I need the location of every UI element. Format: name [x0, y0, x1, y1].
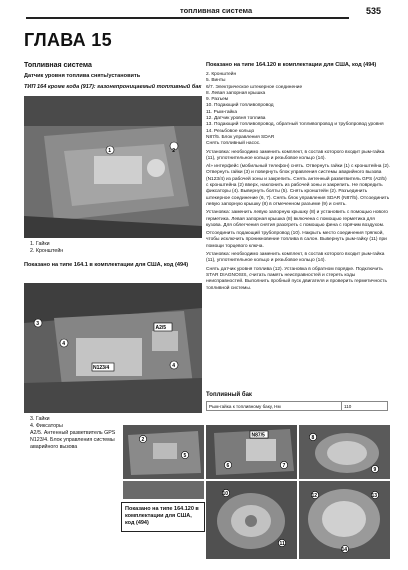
svg-text:12: 12 — [311, 492, 318, 499]
svg-text:N123/4: N123/4 — [93, 365, 110, 371]
paragraph: Установка: заменить левую запорную крышку (8) и установить с помощью нового герметика. Левая запорная крышка (8) включена с помощью герметика для кузова. Для облегчения снятия разогреть с помощью фена с горячим воздухом. — [206, 210, 388, 228]
legend-item: 1. Гайки — [30, 241, 50, 247]
svg-text:7: 7 — [282, 462, 286, 469]
header-rule — [26, 17, 349, 19]
parts-list-item: N87/5. Блок управления SDAR — [206, 134, 275, 140]
svg-text:N87/5: N87/5 — [251, 432, 265, 439]
figure3-legend — [30, 416, 120, 451]
right-figure-title: Показано на типе 164.120 в комплектации для США, код (494) — [206, 62, 377, 68]
subsection-title: Датчик уровня топлива снять/установить — [24, 73, 141, 79]
svg-text:2: 2 — [141, 436, 145, 443]
svg-text:11: 11 — [279, 540, 285, 547]
running-header-title: топливная система — [180, 6, 253, 15]
table-title: Топливный бак — [206, 392, 252, 398]
paragraph: Установка: необходимо заменить комплект, в состав которого входит рым-гайка (11), уплотнительное кольцо и резьбовое кольцо (14). — [206, 252, 385, 264]
svg-text:5: 5 — [183, 452, 187, 459]
legend-item: 2. Кронштейн — [30, 248, 64, 254]
svg-text:14: 14 — [341, 546, 348, 553]
paragraph: Снять датчик уровня топлива (12). Установка в обратном порядке. Подключить STAR DIAGNOSIS, считать память неисправностей и стереть коды неисправностей. Выполнить пробный пуск двигателя и проверить герметичность топливной системы. — [206, 266, 387, 291]
photo-step-a — [123, 425, 204, 479]
paragraph: Установка: необходимо заменить комплект, в состав которого входит рым-гайка (11), уплотнительное кольцо и резьбовое кольцо (14). — [206, 149, 385, 161]
parts-list — [206, 72, 390, 292]
photo-step-b — [206, 425, 297, 479]
svg-text:2: 2 — [172, 148, 176, 154]
svg-text:8: 8 — [311, 434, 315, 441]
parts-list-item: 11. Рым-гайка — [206, 109, 238, 115]
legend-item: N123/4. Блок управления системы аварийного вызова — [30, 437, 115, 450]
section-title: Топливная система — [24, 62, 92, 69]
parts-list-item: 5. Винты — [206, 78, 226, 84]
photo-emergency-call-module — [24, 283, 202, 413]
photo-step-d — [123, 481, 204, 499]
svg-text:3: 3 — [36, 321, 40, 327]
svg-text:10: 10 — [222, 490, 229, 497]
legend-item: А2/5. Антенный разветвитель GPS — [30, 430, 116, 436]
svg-text:9: 9 — [373, 466, 377, 473]
page-number: 535 — [366, 6, 382, 16]
svg-text:A2/5: A2/5 — [155, 325, 167, 331]
parts-list-item: 8. Левая запорная крышка — [206, 90, 266, 96]
photo-step-e — [206, 481, 297, 559]
parts-list-item: 6/7. Электрическое штекерное соединение — [206, 84, 303, 90]
parts-list-item: 9. Разъем — [206, 97, 229, 103]
parts-list-item: 10. Подающий топливопровод — [206, 103, 274, 109]
parts-list-item: 14. Резьбовое кольцо — [206, 128, 255, 134]
photo-fuel-tank-cover — [24, 96, 202, 238]
legend-item: 3. Гайки — [30, 416, 50, 422]
chapter-title: ГЛАВА 15 — [24, 30, 112, 50]
svg-text:4: 4 — [172, 363, 176, 369]
svg-text:13: 13 — [371, 492, 378, 499]
parts-list-item: 13. Подающий топливопровод, обратный топливопровод и трубопровод уровня — [206, 122, 384, 128]
photo-step-f — [299, 481, 390, 559]
table-cell-label: Рым-гайка к топливному баку, Нм — [207, 402, 342, 411]
bottom-figure-caption: Показано на типе 164.120 в комплектации для США, код (494) — [121, 502, 205, 532]
figure2-caption: Показано на типе 164.1 в комплектации для США, код (494) — [24, 262, 189, 268]
svg-text:6: 6 — [226, 462, 230, 469]
figure1-legend — [30, 241, 63, 255]
svg-text:1: 1 — [108, 148, 112, 154]
table-row — [207, 402, 388, 411]
vehicle-note: ТИП 164 кроме кода (917): газонепроницаемый топливный бак — [24, 84, 202, 90]
legend-item: 4. Фиксаторы — [30, 423, 63, 429]
table-cell-value: 110 — [342, 402, 388, 411]
paragraph: Al» интерфейс (мобильный телефон) снять. Отвернуть гайки (1) с кронштейна (2). Отвернуть гайки (3) и повернуть блок управления системы аварийного вызова (N123/4) из рабочей зоны и закрепить. Снять антенный разветвитель GPS (A2/5) с кронштейна (2) вверх, наклонить из рабочей зоны и закрепить. Не повредить фиксаторы (4). Вывернуть болты (5). Снять кронштейн (2). Разъединить штекерное соединение (6, 7). Снять блок управления SDAR (N87/5). Отсоединить левую запорную крышку (8) в отмеченном разъеме (9) и снять. — [206, 164, 390, 207]
parts-list-item: 12. Датчик уровня топлива — [206, 116, 266, 122]
svg-text:4: 4 — [62, 341, 66, 347]
photo-step-c — [299, 425, 390, 479]
paragraph: Отсоединить подающий трубопровод (10). Накрыть место соединения тряпкой, чтобы исключить проникновение топлива в салон. Вывернуть рым-гайку (11) при помощи торцевого ключа. — [206, 231, 387, 249]
parts-list-item: 2. Кронштейн — [206, 72, 237, 77]
torque-table — [206, 401, 390, 411]
parts-list-item: Снять топливный насос. — [206, 141, 261, 147]
